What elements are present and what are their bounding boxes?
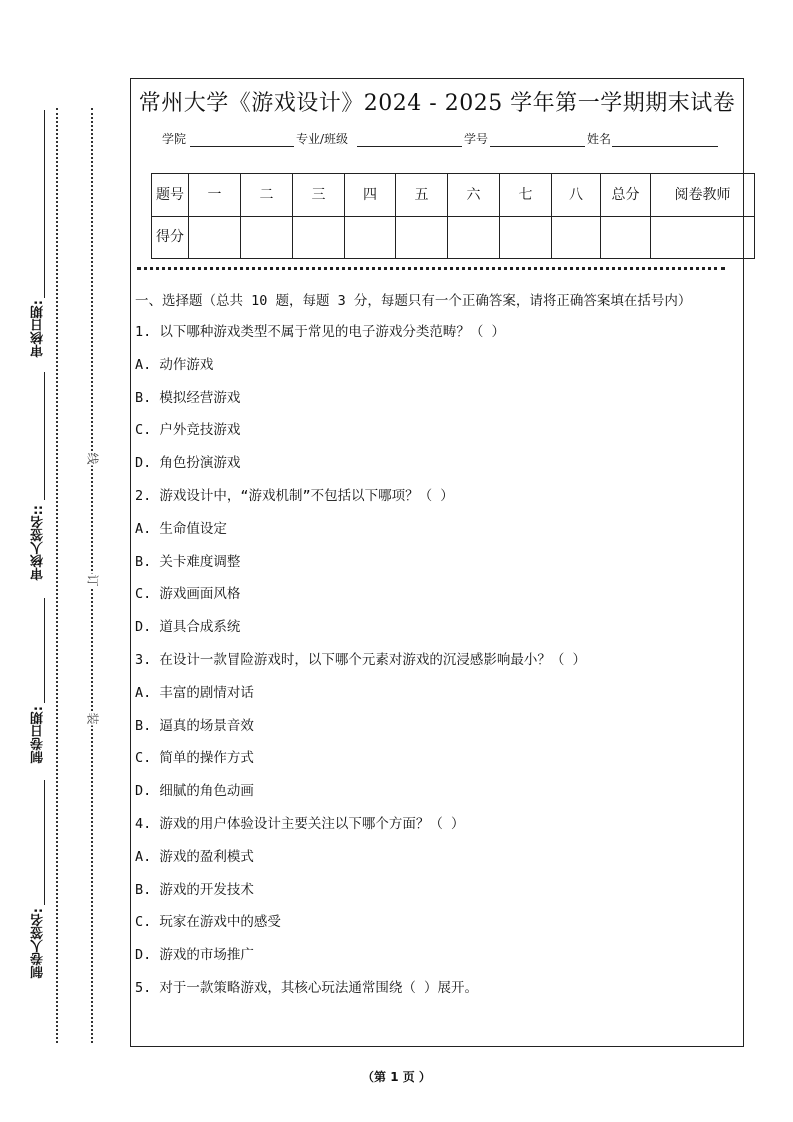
major-label: 专业/班级 (296, 132, 349, 146)
score-header-cell: 三 (293, 174, 345, 217)
question-text: 2. 游戏设计中，“游戏机制”不包括以下哪项？（ ） (135, 487, 454, 504)
score-header-cell: 阅卷教师 (651, 174, 755, 217)
answer-option: C. 户外竞技游戏 (135, 422, 241, 439)
score-header-cell: 七 (500, 174, 552, 217)
score-cell[interactable] (651, 217, 755, 259)
score-header-cell: 四 (345, 174, 396, 217)
answer-option: D. 道具合成系统 (135, 619, 241, 636)
score-row-label: 得分 (152, 217, 189, 259)
major-field[interactable] (357, 146, 462, 147)
answer-option: B. 游戏的开发技术 (135, 881, 254, 898)
page-number: （第 1 页 ） (362, 1070, 431, 1084)
score-cell[interactable] (552, 217, 601, 259)
answer-option: C. 游戏画面风格 (135, 586, 241, 603)
score-cell[interactable] (396, 217, 448, 259)
score-cell[interactable] (241, 217, 293, 259)
section-heading: 一、选择题（总共 10 题，每题 3 分，每题只有一个正确答案，请将正确答案填在括号内） (135, 293, 692, 309)
signature-line (44, 780, 45, 905)
answer-option: D. 角色扮演游戏 (135, 455, 241, 472)
score-cell[interactable] (189, 217, 241, 259)
college-field[interactable] (190, 146, 294, 147)
score-header-cell: 题号 (152, 174, 189, 217)
answer-option: A. 动作游戏 (135, 356, 214, 373)
score-header-cell: 一 (189, 174, 241, 217)
question-text: 5. 对于一款策略游戏，其核心玩法通常围绕（ ）展开。 (135, 979, 479, 996)
bind-mark-line: 线 (83, 452, 104, 466)
score-header-cell: 二 (241, 174, 293, 217)
answer-option: A. 丰富的剧情对话 (135, 684, 254, 701)
score-header-cell: 八 (552, 174, 601, 217)
bind-mark-install: 装 (83, 712, 104, 726)
reviewer-sign-label: 审核人签名:: (31, 505, 46, 581)
score-cell[interactable] (448, 217, 500, 259)
answer-option: D. 游戏的市场推广 (135, 947, 254, 964)
question-text: 4. 游戏的用户体验设计主要关注以下哪个方面？（ ） (135, 815, 465, 832)
maker-date-label: 制卷日期: (31, 706, 46, 764)
binding-dotted-line-outer (56, 108, 58, 1043)
question-list (135, 290, 735, 1005)
name-field[interactable] (612, 146, 718, 147)
review-date-label: 审核日期: (31, 300, 46, 358)
score-header-cell: 五 (396, 174, 448, 217)
bind-mark-order: 订 (83, 574, 104, 588)
score-cell[interactable] (345, 217, 396, 259)
name-label: 姓名 (587, 132, 612, 146)
student-id-field[interactable] (490, 146, 585, 147)
answer-option: A. 游戏的盈利模式 (135, 848, 254, 865)
college-label: 学院 (162, 132, 187, 146)
signature-line (44, 110, 45, 298)
answer-option: C. 玩家在游戏中的感受 (135, 914, 281, 931)
answer-option: B. 模拟经营游戏 (135, 389, 241, 406)
answer-option: D. 细腻的角色动画 (135, 783, 254, 800)
score-cell[interactable] (293, 217, 345, 259)
maker-sign-label: 制卷人签名: (31, 908, 46, 979)
score-cell[interactable] (601, 217, 651, 259)
score-cell[interactable] (500, 217, 552, 259)
question-text: 1. 以下哪种游戏类型不属于常见的电子游戏分类范畴？（ ） (135, 324, 506, 340)
signature-line (44, 372, 45, 500)
student-id-label: 学号 (464, 132, 489, 146)
score-header-cell: 总分 (601, 174, 651, 217)
answer-option: B. 逼真的场景音效 (135, 717, 254, 734)
dotted-separator (137, 267, 725, 270)
answer-option: A. 生命值设定 (135, 520, 227, 537)
score-header-cell: 六 (448, 174, 500, 217)
signature-line (44, 598, 45, 703)
page-title: 常州大学《游戏设计》2024 - 2025 学年第一学期期末试卷 (138, 91, 736, 116)
score-table (151, 173, 755, 259)
answer-option: C. 简单的操作方式 (135, 750, 254, 767)
question-text: 3. 在设计一款冒险游戏时，以下哪个元素对游戏的沉浸感影响最小？（ ） (135, 651, 587, 668)
answer-option: B. 关卡难度调整 (135, 553, 241, 570)
